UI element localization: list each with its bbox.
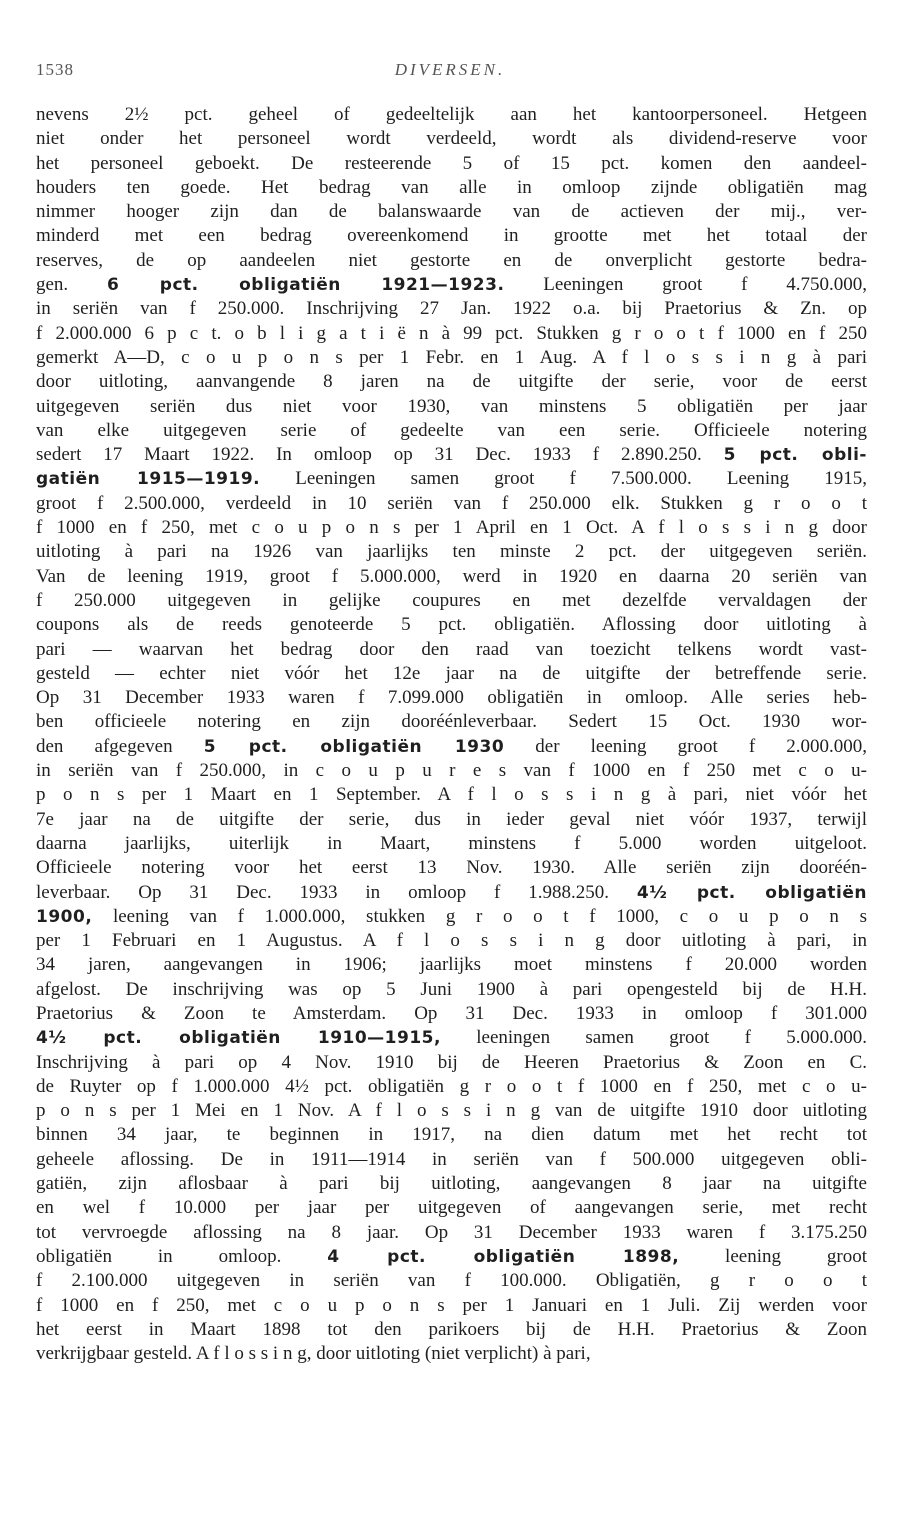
text-line [36,953,867,977]
text-line [36,710,867,734]
text-line [36,127,867,151]
text-segment: Leeningen samen groot f 7.500.000. Leening 1915, [260,468,867,490]
text-line [36,759,867,783]
text-segment: uitgegeven seriën dus niet voor 1930, van minstens 5 obligatiën per jaar [36,395,867,417]
text-line [36,1172,867,1196]
text-segment: ben officieele notering en zijn dooréénleverbaar. Sedert 15 Oct. 1930 wor- [36,711,867,733]
text-segment: in seriën van f 250.000, in c o u p u r e s van f 1000 en f 250 met c o u- [36,760,867,782]
text-segment: f 2.000.000 6 p c t. o b l i g a t i ë n à 99 pct. Stukken g r o o t f 1000 en f 250 [36,322,867,344]
text-line [36,686,867,710]
text-segment: gemerkt A—D, c o u p o n s per 1 Febr. en 1 Aug. A f l o s s i n g à pari [36,346,867,368]
bond-heading: 4½ pct. obligatiën 1910—1915, [36,1028,441,1049]
page-number: 1538 [36,60,74,79]
text-line [36,152,867,176]
text-segment: gatiën, zijn aflosbaar à pari bij uitloting, aangevangen 8 jaar na uitgifte [36,1173,867,1195]
text-segment: in seriën van f 250.000. Inschrijving 27 Jan. 1922 o.a. bij Praetorius & Zn. op [36,298,867,320]
text-line [36,200,867,224]
text-segment: door uitloting, aanvangende 8 jaren na de uitgifte der serie, voor de eerst [36,371,867,393]
bond-heading: 5 pct. obli- [723,445,867,466]
text-segment: p o n s per 1 Mei en 1 Nov. A f l o s s i n g van de uitgifte 1910 door uitloting [36,1100,867,1122]
text-segment: de Ruyter op f 1.000.000 4½ pct. obligatiën g r o o t f 1000 en f 250, met c o u- [36,1075,867,1097]
bond-heading: 6 pct. obligatiën 1921—1923. [107,275,505,296]
text-segment: en wel f 10.000 per jaar per uitgegeven of aangevangen serie, met recht [36,1197,867,1219]
text-line [36,735,867,759]
page-header [36,60,864,86]
text-line [36,1123,867,1147]
text-line [36,516,867,540]
text-line [36,978,867,1002]
bond-heading: 5 pct. obligatiën 1930 [203,736,505,757]
text-segment: minderd met een bedrag overeenkomend in grootte met het totaal der [36,225,867,247]
text-line [36,224,867,248]
text-segment: gesteld — echter niet vóór het 12e jaar na de uitgifte der betreffende serie. [36,662,867,684]
text-segment: binnen 34 jaar, te beginnen in 1917, na dien datum met het recht tot [36,1124,867,1146]
text-line [36,322,867,346]
text-segment: Leeningen groot f 4.750.000, [504,274,867,296]
text-line [36,929,867,953]
text-line [36,103,867,127]
text-segment: p o n s per 1 Maart en 1 September. A f l o s s i n g à pari, niet vóór het [36,784,867,806]
text-segment: Op 31 December 1933 waren f 7.099.000 obligatiën in omloop. Alle series heb- [36,687,867,709]
text-segment: f 2.100.000 uitgegeven in seriën van f 100.000. Obligatiën, g r o o t [36,1270,867,1292]
text-line [36,419,867,443]
text-line [36,832,867,856]
text-line [36,370,867,394]
text-line [36,492,867,516]
text-segment: der leening groot f 2.000.000, [504,735,867,757]
text-line [36,783,867,807]
text-segment: den afgegeven [36,735,204,757]
text-line [36,856,867,880]
text-segment: Inschrijving à pari op 4 Nov. 1910 bij de Heeren Praetorius & Zoon en C. [36,1051,867,1073]
text-line [36,881,867,905]
text-line [36,540,867,564]
text-segment: sedert 17 Maart 1922. In omloop op 31 Dec. 1933 f 2.890.250. [36,444,724,466]
bond-heading: 4½ pct. obligatiën [636,882,867,903]
text-line [36,1221,867,1245]
text-line [36,1099,867,1123]
text-segment: leening van f 1.000.000, stukken g r o o t f 1000, c o u p o n s [92,905,867,927]
text-segment: f 1000 en f 250, met c o u p o n s per 1 April en 1 Oct. A f l o s s i n g door [36,517,867,539]
text-line [36,467,867,491]
text-line [36,1148,867,1172]
text-segment: van elke uitgegeven serie of gedeelte van een serie. Officieele notering [36,419,867,441]
text-segment: leening groot [679,1245,867,1267]
text-line [36,638,867,662]
body-text [36,103,867,1366]
text-line [36,443,867,467]
text-line [36,565,867,589]
text-segment: nimmer hooger zijn dan de balanswaarde van de actieven der mij., ver- [36,201,867,223]
text-segment: verkrijgbaar gesteld. A f l o s s i n g, door uitloting (niet verplicht) à pari, [36,1343,591,1365]
text-line [36,1002,867,1026]
text-line [36,808,867,832]
text-line [36,1026,867,1050]
text-segment: f 250.000 uitgegeven in gelijke coupures en met dezelfde vervaldagen der [36,589,867,611]
text-segment: daarna jaarlijks, uiterlijk in Maart, minstens f 5.000 worden uitgeloot. [36,832,867,854]
text-segment: gen. [36,274,107,296]
text-segment: reserves, de op aandeelen niet gestorte en de onverplicht gestorte bedra- [36,249,867,271]
running-title: DIVERSEN. [394,60,506,79]
text-line [36,1196,867,1220]
text-segment: f 1000 en f 250, met c o u p o n s per 1 Januari en 1 Juli. Zij werden voor [36,1294,867,1316]
text-line [36,176,867,200]
bond-heading: gatiën 1915—1919. [36,469,261,490]
text-segment: Officieele notering voor het eerst 13 Nov. 1930. Alle seriën zijn dooréén- [36,857,867,879]
text-segment: uitloting à pari na 1926 van jaarlijks ten minste 2 pct. der uitgegeven seriën. [36,541,867,563]
text-line [36,395,867,419]
bond-heading: 1900, [36,906,93,927]
text-line [36,613,867,637]
text-segment: het personeel geboekt. De resteerende 5 of 15 pct. komen den aandeel- [36,152,867,174]
text-segment: nevens 2½ pct. geheel of gedeeltelijk aan het kantoorpersoneel. Hetgeen [36,104,867,125]
text-segment: leeningen samen groot f 5.000.000. [440,1027,867,1049]
text-line [36,1245,867,1269]
text-segment: 7e jaar na de uitgifte der serie, dus in ieder geval niet vóór 1937, terwijl [36,808,867,830]
text-segment: leverbaar. Op 31 Dec. 1933 in omloop f 1.988.250. [36,881,637,903]
text-segment: tot vervroegde aflossing na 8 jaar. Op 31 December 1933 waren f 3.175.250 [36,1221,867,1243]
text-segment: obligatiën in omloop. [36,1245,328,1267]
bond-heading: 4 pct. obligatiën 1898, [327,1246,680,1267]
text-line [36,346,867,370]
text-segment: geheele aflossing. De in 1911—1914 in seriën van f 500.000 uitgegeven obli- [36,1148,867,1170]
text-line [36,1318,867,1342]
text-segment: pari — waarvan het bedrag door den raad van toezicht telkens wordt vast- [36,638,867,660]
text-line [36,1342,867,1366]
text-line [36,1294,867,1318]
text-line [36,1075,867,1099]
text-segment: niet onder het personeel wordt verdeeld, wordt als dividend-reserve voor [36,128,867,150]
text-line [36,905,867,929]
text-segment: afgelost. De inschrijving was op 5 Juni 1900 à pari opengesteld bij de H.H. [36,978,867,1000]
text-line [36,249,867,273]
text-segment: het eerst in Maart 1898 tot den parikoers bij de H.H. Praetorius & Zoon [36,1318,867,1340]
text-segment: Van de leening 1919, groot f 5.000.000, werd in 1920 en daarna 20 seriën van [36,565,867,587]
text-line [36,589,867,613]
text-line [36,297,867,321]
text-segment: per 1 Februari en 1 Augustus. A f l o s s i n g door uitloting à pari, in [36,930,867,952]
text-line [36,273,867,297]
text-segment: houders ten goede. Het bedrag van alle in omloop zijnde obligatiën mag [36,176,867,198]
text-segment: groot f 2.500.000, verdeeld in 10 seriën van f 250.000 elk. Stukken g r o o t [36,492,867,514]
text-line [36,1269,867,1293]
text-segment: 34 jaren, aangevangen in 1906; jaarlijks moet minstens f 20.000 worden [36,954,867,976]
text-line [36,1051,867,1075]
text-line [36,662,867,686]
text-segment: coupons als de reeds genoteerde 5 pct. obligatiën. Aflossing door uitloting à [36,614,867,636]
text-segment: Praetorius & Zoon te Amsterdam. Op 31 Dec. 1933 in omloop f 301.000 [36,1002,867,1024]
